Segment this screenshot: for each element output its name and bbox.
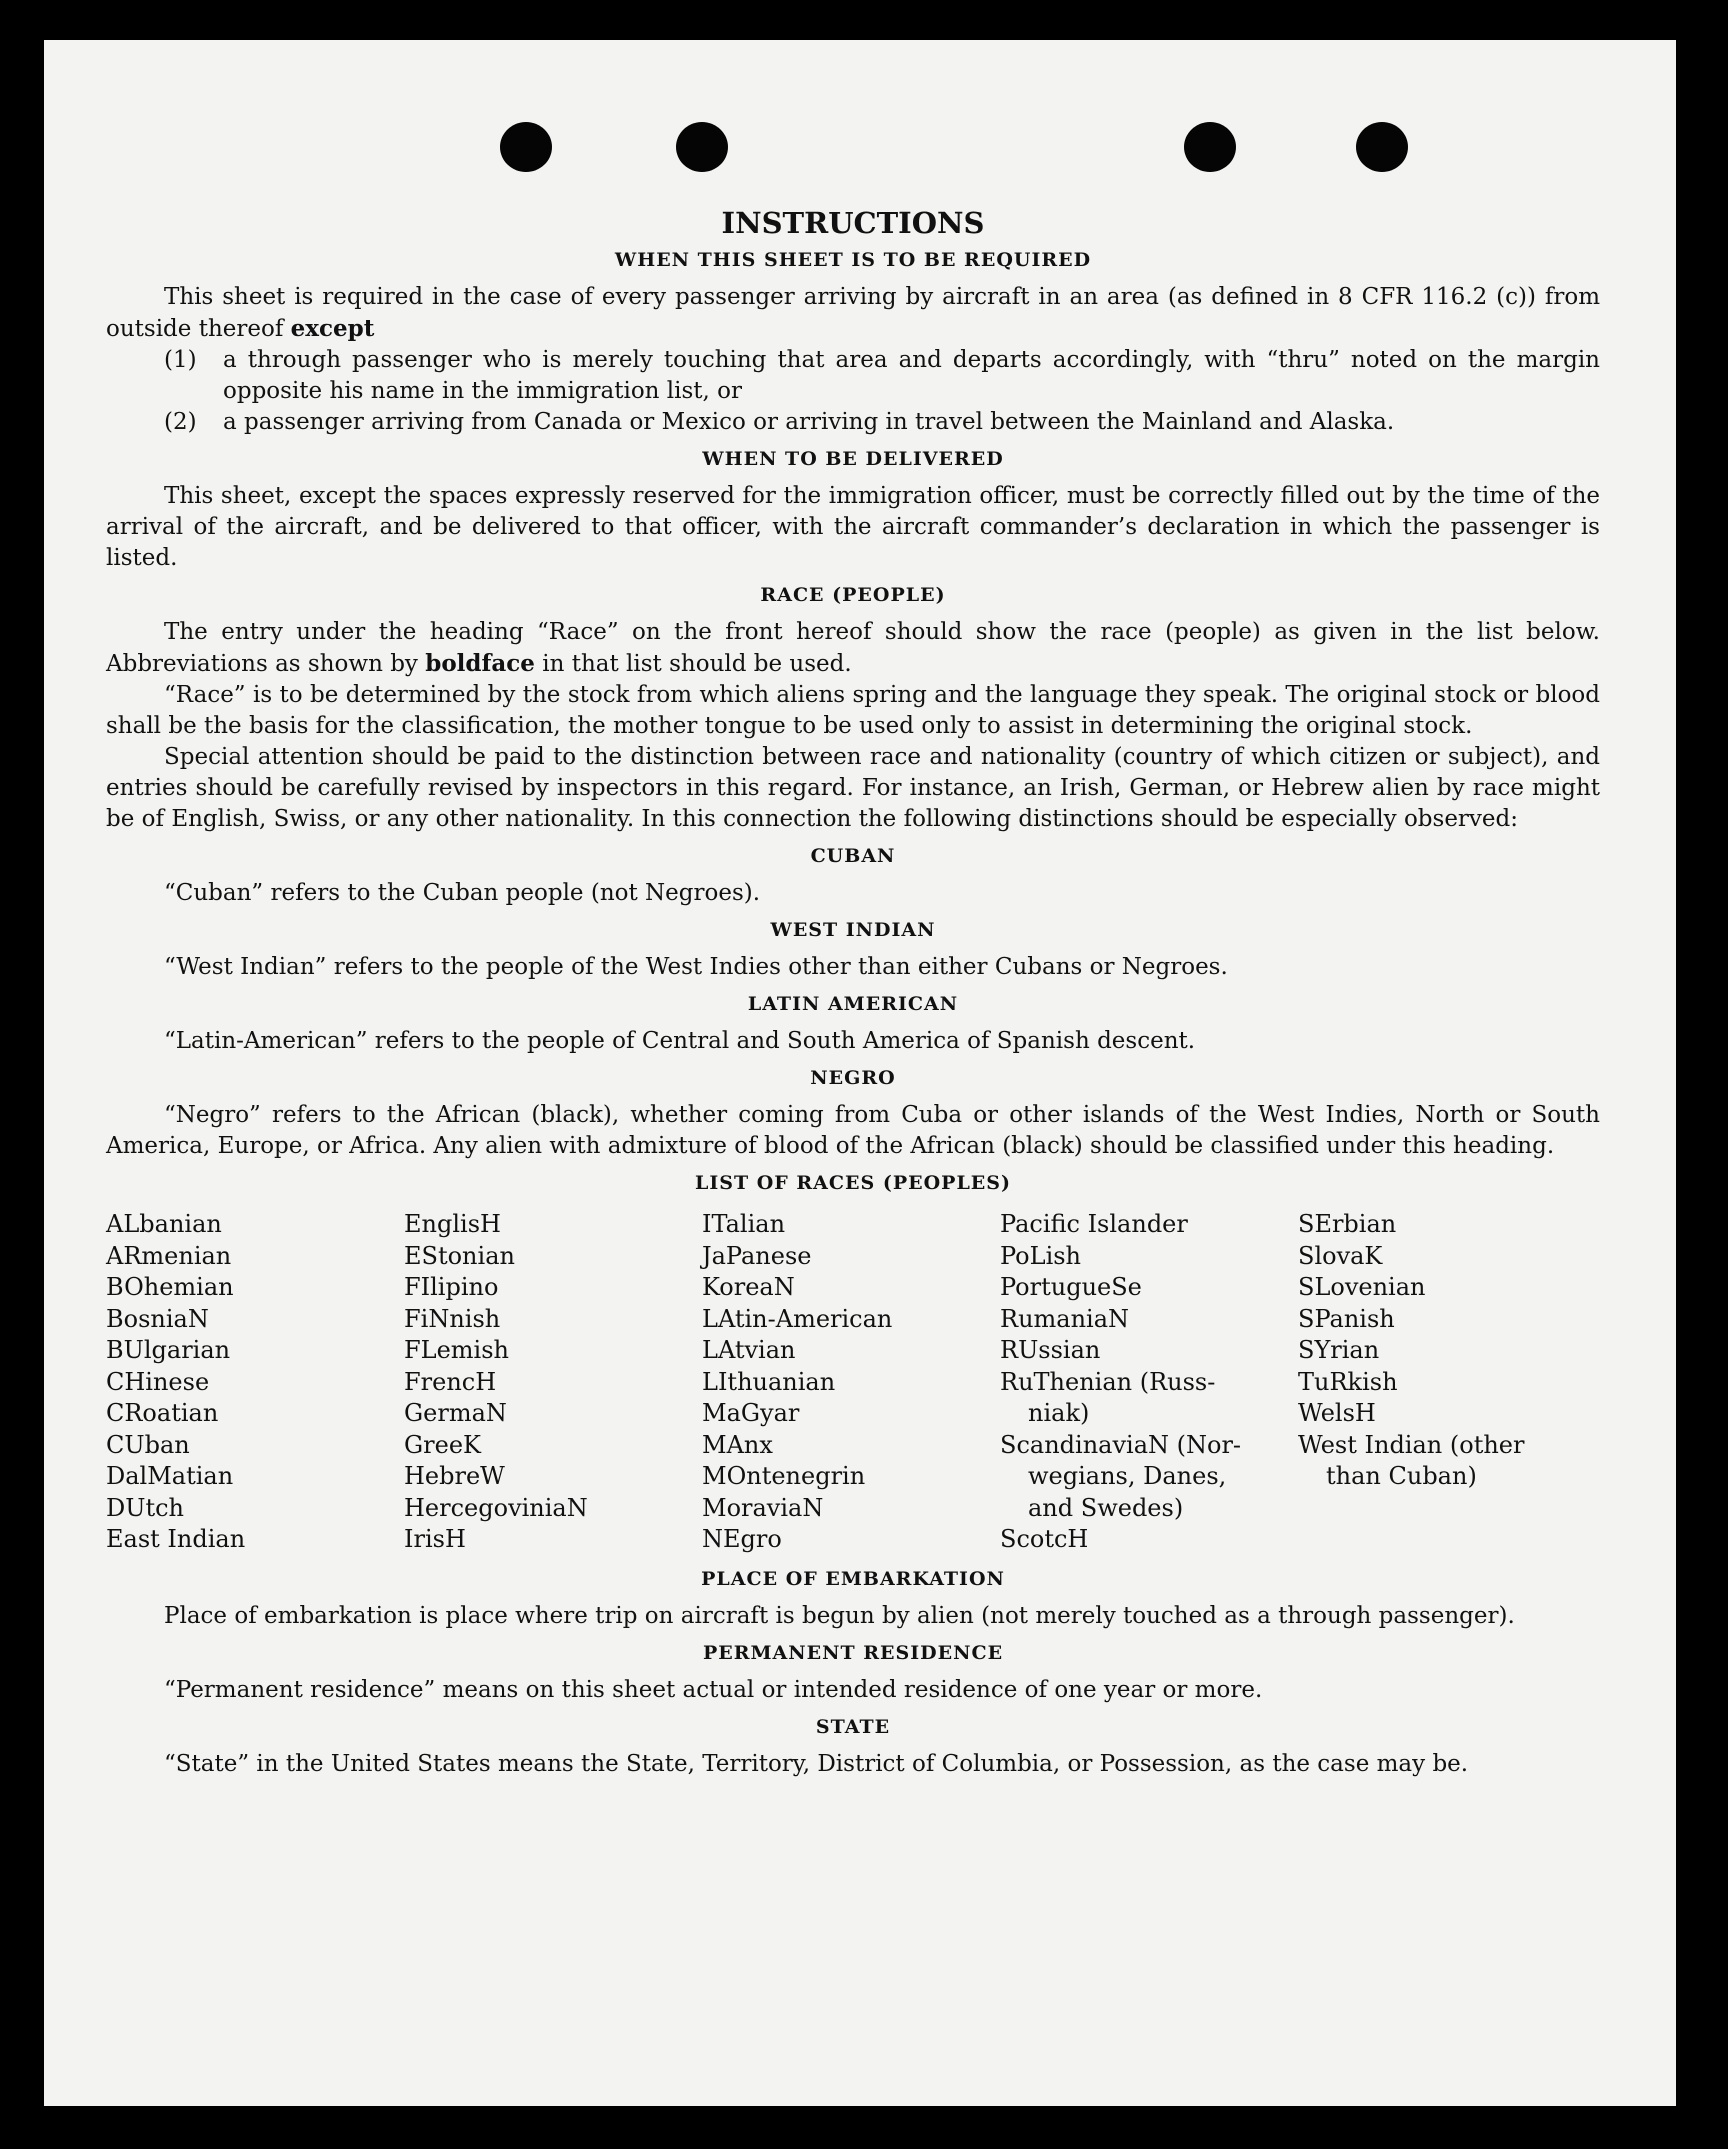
race-entry: GreeK bbox=[404, 1430, 481, 1459]
race-entry: DalMatian bbox=[106, 1462, 234, 1490]
punch-hole bbox=[1184, 122, 1236, 172]
race-entry: FIlipino bbox=[404, 1273, 499, 1301]
list-item: (1) a through passenger who is merely touching that area and departs accordingly, with “thru” noted on the margin opposite his name in the immigration list, or bbox=[164, 347, 1600, 404]
punch-hole bbox=[676, 122, 728, 172]
race-entry: ARmenian bbox=[106, 1241, 232, 1270]
race-entry: EnglisH bbox=[404, 1210, 501, 1238]
race-entry: IrisH bbox=[404, 1525, 466, 1553]
section-heading: WHEN TO BE DELIVERED bbox=[702, 448, 1004, 470]
race-entry: CRoatian bbox=[106, 1399, 219, 1427]
paragraph: The entry under the heading “Race” on the front hereof should show the race (people) as given in the list below. Abbreviations as shown by boldface in that list should be used. bbox=[106, 619, 1600, 677]
race-entry: ScandinaviaN (Nor- bbox=[1000, 1430, 1242, 1459]
race-entry: LIthuanian bbox=[702, 1367, 836, 1396]
race-entry: FrencH bbox=[404, 1367, 497, 1396]
race-entry: BOhemian bbox=[106, 1273, 234, 1301]
race-column bbox=[1000, 1209, 1298, 1556]
race-entry: JaPanese bbox=[702, 1241, 812, 1270]
section-heading: CUBAN bbox=[810, 845, 896, 867]
race-entry: MOntenegrin bbox=[702, 1462, 866, 1490]
section-heading: WHEN THIS SHEET IS TO BE REQUIRED bbox=[614, 249, 1092, 271]
section-heading: LATIN AMERICAN bbox=[747, 993, 959, 1015]
race-list bbox=[106, 1209, 1600, 1556]
race-entry: niak) bbox=[1028, 1399, 1090, 1427]
race-column bbox=[404, 1209, 702, 1556]
instructions-content bbox=[106, 208, 1600, 1780]
race-entry: CHinese bbox=[106, 1367, 210, 1396]
race-entry: RuThenian (Russ- bbox=[1000, 1367, 1216, 1396]
race-entry: SPanish bbox=[1298, 1304, 1395, 1333]
race-entry: DUtch bbox=[106, 1493, 185, 1522]
race-entry: East Indian bbox=[106, 1525, 246, 1553]
paragraph: “Negro” refers to the African (black), whether coming from Cuba or other islands of the West Indies, North or South America, Europe, or Africa. Any alien with admixture of blood of the African (black) should be classified under this heading. bbox=[106, 1102, 1600, 1159]
paragraph: “Race” is to be determined by the stock from which aliens spring and the language they speak. The original stock or blood shall be the basis for the classification, the mother tongue to be used only to assist in determining the original stock. bbox=[106, 682, 1600, 739]
race-entry: FLemish bbox=[404, 1336, 509, 1364]
punch-hole bbox=[500, 122, 552, 172]
race-entry: TuRkish bbox=[1298, 1367, 1398, 1396]
race-entry: HercegoviniaN bbox=[404, 1493, 588, 1522]
section-heading: WEST INDIAN bbox=[770, 919, 936, 941]
race-entry: ALbanian bbox=[106, 1210, 222, 1238]
paragraph: “Permanent residence” means on this sheet actual or intended residence of one year or more. bbox=[164, 1676, 1263, 1703]
paragraph: “Cuban” refers to the Cuban people (not Negroes). bbox=[164, 880, 761, 906]
race-entry: BUlgarian bbox=[106, 1336, 231, 1364]
section-heading: PERMANENT RESIDENCE bbox=[702, 1641, 1004, 1664]
race-column bbox=[106, 1209, 404, 1556]
race-entry: ITalian bbox=[702, 1210, 786, 1238]
race-entry: MaGyar bbox=[702, 1399, 800, 1427]
paragraph: “Latin-American” refers to the people of Central and South America of Spanish descent. bbox=[164, 1028, 1196, 1054]
race-entry: MAnx bbox=[702, 1430, 773, 1459]
race-entry: SYrian bbox=[1298, 1336, 1380, 1364]
race-entry: MoraviaN bbox=[702, 1493, 824, 1522]
race-entry: West Indian (other bbox=[1298, 1430, 1525, 1459]
race-entry: than Cuban) bbox=[1326, 1462, 1477, 1490]
paragraph: “State” in the United States means the State, Territory, District of Columbia, or Possession, as the case may be. bbox=[164, 1750, 1469, 1777]
section-heading: RACE (PEOPLE) bbox=[760, 584, 946, 606]
paragraph: This sheet, except the spaces expressly reserved for the immigration officer, must be correctly filled out by the time of the arrival of the aircraft, and be delivered to that officer, with the aircraft commander’s declaration in which the passenger is listed. bbox=[106, 483, 1600, 571]
list-item: (2) a passenger arriving from Canada or Mexico or arriving in travel between the Mainland and Alaska. bbox=[164, 409, 1395, 435]
race-entry: SlovaK bbox=[1298, 1241, 1383, 1270]
race-entry: NEgro bbox=[702, 1525, 782, 1553]
section-heading: LIST OF RACES (PEOPLES) bbox=[695, 1172, 1011, 1194]
race-column bbox=[702, 1209, 1000, 1556]
punch-hole bbox=[1356, 122, 1408, 172]
race-entry: SErbian bbox=[1298, 1210, 1397, 1238]
race-entry: RumaniaN bbox=[1000, 1304, 1130, 1333]
paragraph: Place of embarkation is place where trip on aircraft is begun by alien (not merely touched as a through passenger). bbox=[164, 1602, 1515, 1629]
section-heading: STATE bbox=[815, 1715, 891, 1738]
paragraph: Special attention should be paid to the distinction between race and nationality (country of which citizen or subject), and entries should be carefully revised by inspectors in this regard. For instance, an Irish, German, or Hebrew alien by race might be of English, Swiss, or any other nationality. In this connection the following distinctions should be especially observed: bbox=[106, 744, 1600, 832]
page-title: INSTRUCTIONS bbox=[721, 206, 985, 240]
race-entry: LAtvian bbox=[702, 1336, 796, 1364]
race-entry: EStonian bbox=[404, 1241, 515, 1270]
race-entry: CUban bbox=[106, 1430, 190, 1459]
race-entry: PoLish bbox=[1000, 1241, 1082, 1270]
race-entry: RUssian bbox=[1000, 1336, 1101, 1364]
race-entry: and Swedes) bbox=[1028, 1493, 1184, 1522]
section-heading: PLACE OF EMBARKATION bbox=[701, 1567, 1005, 1590]
race-entry: PortugueSe bbox=[1000, 1273, 1142, 1301]
race-entry: WelsH bbox=[1298, 1399, 1376, 1427]
section-heading: NEGRO bbox=[810, 1067, 896, 1089]
race-entry: GermaN bbox=[404, 1399, 507, 1427]
race-entry: HebreW bbox=[404, 1462, 505, 1490]
document-page bbox=[44, 40, 1676, 2106]
paragraph: This sheet is required in the case of every passenger arriving by aircraft in an area (as defined in 8 CFR 116.2 (c)) from outside thereof except bbox=[106, 284, 1600, 342]
race-column bbox=[1298, 1209, 1596, 1556]
race-entry: BosniaN bbox=[106, 1304, 209, 1333]
paragraph: “West Indian” refers to the people of the West Indies other than either Cubans or Negroes. bbox=[164, 954, 1228, 980]
race-entry: FiNnish bbox=[404, 1304, 501, 1333]
race-entry: ScotcH bbox=[1000, 1525, 1089, 1553]
race-entry: KoreaN bbox=[702, 1273, 795, 1301]
race-entry: LAtin-American bbox=[702, 1304, 893, 1333]
race-entry: SLovenian bbox=[1298, 1273, 1426, 1301]
race-entry: Pacific Islander bbox=[1000, 1210, 1188, 1238]
race-entry: wegians, Danes, bbox=[1028, 1462, 1227, 1490]
